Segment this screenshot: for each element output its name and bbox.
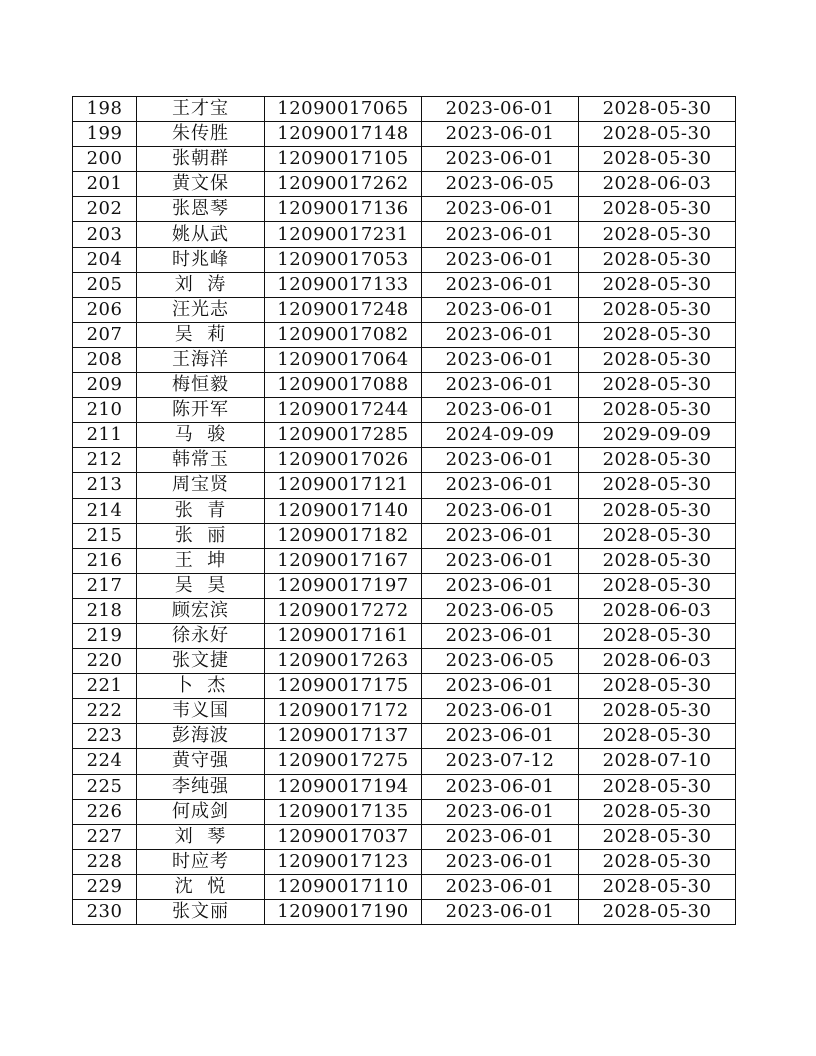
start-date-cell: 2023-06-01: [422, 373, 579, 398]
name-cell: 马 骏: [137, 423, 265, 448]
name-cell: 顾宏滨: [137, 598, 265, 623]
start-date-cell: 2023-06-01: [422, 297, 579, 322]
certificate-number-cell: 12090017275: [265, 749, 422, 774]
table-row: [73, 623, 736, 648]
table-row: [73, 774, 736, 799]
table-row: [73, 598, 736, 623]
table-row: [73, 523, 736, 548]
table-row: [73, 649, 736, 674]
start-date-cell: 2023-06-01: [422, 724, 579, 749]
table-row: [73, 749, 736, 774]
start-date-cell: 2023-06-01: [422, 573, 579, 598]
table-row: [73, 849, 736, 874]
table-row: [73, 874, 736, 899]
end-date-cell: 2028-05-30: [579, 473, 736, 498]
row-number-cell: 206: [73, 297, 137, 322]
end-date-cell: 2028-05-30: [579, 849, 736, 874]
table-row: [73, 247, 736, 272]
row-number-cell: 211: [73, 423, 137, 448]
certificate-number-cell: 12090017136: [265, 197, 422, 222]
name-cell: 张朝群: [137, 147, 265, 172]
certificate-number-cell: 12090017182: [265, 523, 422, 548]
name-cell: 朱传胜: [137, 122, 265, 147]
start-date-cell: 2023-06-01: [422, 774, 579, 799]
start-date-cell: 2023-06-01: [422, 222, 579, 247]
start-date-cell: 2023-06-01: [422, 473, 579, 498]
row-number-cell: 208: [73, 347, 137, 372]
certificate-number-cell: 12090017123: [265, 849, 422, 874]
end-date-cell: 2028-05-30: [579, 874, 736, 899]
table-row: [73, 674, 736, 699]
name-cell: 周宝贤: [137, 473, 265, 498]
row-number-cell: 220: [73, 649, 137, 674]
end-date-cell: 2028-05-30: [579, 448, 736, 473]
certificate-number-cell: 12090017262: [265, 172, 422, 197]
name-cell: 彭海波: [137, 724, 265, 749]
end-date-cell: 2028-06-03: [579, 598, 736, 623]
name-cell: 黄守强: [137, 749, 265, 774]
certificate-number-cell: 12090017088: [265, 373, 422, 398]
name-cell: 刘 琴: [137, 824, 265, 849]
table-row: [73, 373, 736, 398]
row-number-cell: 228: [73, 849, 137, 874]
certificate-number-cell: 12090017135: [265, 799, 422, 824]
row-number-cell: 225: [73, 774, 137, 799]
certificate-number-cell: 12090017263: [265, 649, 422, 674]
name-cell: 韦义国: [137, 699, 265, 724]
row-number-cell: 221: [73, 674, 137, 699]
start-date-cell: 2023-06-01: [422, 900, 579, 925]
end-date-cell: 2028-05-30: [579, 498, 736, 523]
end-date-cell: 2028-06-03: [579, 172, 736, 197]
start-date-cell: 2023-06-01: [422, 322, 579, 347]
certificate-number-cell: 12090017248: [265, 297, 422, 322]
start-date-cell: 2023-06-01: [422, 448, 579, 473]
end-date-cell: 2028-05-30: [579, 247, 736, 272]
row-number-cell: 209: [73, 373, 137, 398]
certificate-number-cell: 12090017110: [265, 874, 422, 899]
certificate-number-cell: 12090017105: [265, 147, 422, 172]
certificate-number-cell: 12090017175: [265, 674, 422, 699]
end-date-cell: 2028-05-30: [579, 623, 736, 648]
roster-table-body: [73, 97, 736, 925]
end-date-cell: 2028-05-30: [579, 699, 736, 724]
table-row: [73, 423, 736, 448]
row-number-cell: 213: [73, 473, 137, 498]
certificate-number-cell: 12090017197: [265, 573, 422, 598]
end-date-cell: 2028-05-30: [579, 272, 736, 297]
roster-table: [72, 96, 736, 925]
table-row: [73, 824, 736, 849]
certificate-number-cell: 12090017082: [265, 322, 422, 347]
start-date-cell: 2023-06-05: [422, 598, 579, 623]
end-date-cell: 2028-05-30: [579, 774, 736, 799]
table-row: [73, 197, 736, 222]
start-date-cell: 2023-06-01: [422, 849, 579, 874]
start-date-cell: 2023-06-01: [422, 699, 579, 724]
row-number-cell: 210: [73, 398, 137, 423]
row-number-cell: 203: [73, 222, 137, 247]
start-date-cell: 2023-06-01: [422, 147, 579, 172]
start-date-cell: 2023-06-01: [422, 347, 579, 372]
row-number-cell: 198: [73, 97, 137, 122]
certificate-number-cell: 12090017148: [265, 122, 422, 147]
end-date-cell: 2028-05-30: [579, 724, 736, 749]
end-date-cell: 2028-05-30: [579, 297, 736, 322]
end-date-cell: 2028-05-30: [579, 398, 736, 423]
end-date-cell: 2028-05-30: [579, 347, 736, 372]
name-cell: 王海洋: [137, 347, 265, 372]
name-cell: 陈开军: [137, 398, 265, 423]
table-row: [73, 573, 736, 598]
row-number-cell: 216: [73, 548, 137, 573]
certificate-number-cell: 12090017285: [265, 423, 422, 448]
start-date-cell: 2023-06-01: [422, 247, 579, 272]
row-number-cell: 224: [73, 749, 137, 774]
start-date-cell: 2023-06-01: [422, 498, 579, 523]
row-number-cell: 207: [73, 322, 137, 347]
certificate-number-cell: 12090017172: [265, 699, 422, 724]
start-date-cell: 2023-06-01: [422, 799, 579, 824]
end-date-cell: 2028-05-30: [579, 548, 736, 573]
start-date-cell: 2023-06-01: [422, 272, 579, 297]
start-date-cell: 2023-06-01: [422, 97, 579, 122]
end-date-cell: 2028-05-30: [579, 573, 736, 598]
table-row: [73, 222, 736, 247]
end-date-cell: 2028-05-30: [579, 900, 736, 925]
name-cell: 张恩琴: [137, 197, 265, 222]
end-date-cell: 2028-05-30: [579, 824, 736, 849]
table-row: [73, 347, 736, 372]
row-number-cell: 217: [73, 573, 137, 598]
table-row: [73, 548, 736, 573]
start-date-cell: 2023-06-01: [422, 674, 579, 699]
row-number-cell: 205: [73, 272, 137, 297]
end-date-cell: 2028-05-30: [579, 373, 736, 398]
row-number-cell: 199: [73, 122, 137, 147]
certificate-number-cell: 12090017194: [265, 774, 422, 799]
end-date-cell: 2028-05-30: [579, 197, 736, 222]
name-cell: 张文丽: [137, 900, 265, 925]
name-cell: 张 青: [137, 498, 265, 523]
name-cell: 王才宝: [137, 97, 265, 122]
start-date-cell: 2023-06-01: [422, 122, 579, 147]
name-cell: 吴 莉: [137, 322, 265, 347]
end-date-cell: 2028-05-30: [579, 147, 736, 172]
row-number-cell: 227: [73, 824, 137, 849]
start-date-cell: 2023-06-01: [422, 398, 579, 423]
row-number-cell: 202: [73, 197, 137, 222]
name-cell: 张文捷: [137, 649, 265, 674]
name-cell: 吴 昊: [137, 573, 265, 598]
row-number-cell: 214: [73, 498, 137, 523]
row-number-cell: 212: [73, 448, 137, 473]
certificate-number-cell: 12090017140: [265, 498, 422, 523]
name-cell: 梅恒毅: [137, 373, 265, 398]
start-date-cell: 2023-06-01: [422, 197, 579, 222]
certificate-number-cell: 12090017121: [265, 473, 422, 498]
table-row: [73, 724, 736, 749]
name-cell: 时应考: [137, 849, 265, 874]
certificate-number-cell: 12090017161: [265, 623, 422, 648]
end-date-cell: 2028-06-03: [579, 649, 736, 674]
start-date-cell: 2023-06-05: [422, 649, 579, 674]
table-row: [73, 322, 736, 347]
certificate-number-cell: 12090017026: [265, 448, 422, 473]
name-cell: 沈 悦: [137, 874, 265, 899]
certificate-number-cell: 12090017190: [265, 900, 422, 925]
name-cell: 何成剑: [137, 799, 265, 824]
certificate-number-cell: 12090017244: [265, 398, 422, 423]
table-row: [73, 900, 736, 925]
start-date-cell: 2023-06-01: [422, 523, 579, 548]
row-number-cell: 222: [73, 699, 137, 724]
row-number-cell: 219: [73, 623, 137, 648]
certificate-number-cell: 12090017037: [265, 824, 422, 849]
name-cell: 刘 涛: [137, 272, 265, 297]
table-row: [73, 473, 736, 498]
name-cell: 时兆峰: [137, 247, 265, 272]
start-date-cell: 2023-06-01: [422, 824, 579, 849]
table-row: [73, 699, 736, 724]
start-date-cell: 2023-06-05: [422, 172, 579, 197]
name-cell: 徐永好: [137, 623, 265, 648]
table-row: [73, 799, 736, 824]
certificate-number-cell: 12090017231: [265, 222, 422, 247]
table-row: [73, 147, 736, 172]
end-date-cell: 2028-05-30: [579, 523, 736, 548]
name-cell: 韩常玉: [137, 448, 265, 473]
certificate-number-cell: 12090017137: [265, 724, 422, 749]
row-number-cell: 204: [73, 247, 137, 272]
row-number-cell: 200: [73, 147, 137, 172]
name-cell: 王 坤: [137, 548, 265, 573]
table-row: [73, 297, 736, 322]
end-date-cell: 2028-05-30: [579, 799, 736, 824]
start-date-cell: 2023-07-12: [422, 749, 579, 774]
certificate-number-cell: 12090017272: [265, 598, 422, 623]
name-cell: 姚从武: [137, 222, 265, 247]
row-number-cell: 218: [73, 598, 137, 623]
row-number-cell: 230: [73, 900, 137, 925]
row-number-cell: 215: [73, 523, 137, 548]
name-cell: 汪光志: [137, 297, 265, 322]
certificate-number-cell: 12090017064: [265, 347, 422, 372]
row-number-cell: 201: [73, 172, 137, 197]
name-cell: 黄文保: [137, 172, 265, 197]
end-date-cell: 2028-05-30: [579, 122, 736, 147]
name-cell: 卜 杰: [137, 674, 265, 699]
start-date-cell: 2023-06-01: [422, 548, 579, 573]
table-row: [73, 398, 736, 423]
name-cell: 张 丽: [137, 523, 265, 548]
start-date-cell: 2023-06-01: [422, 874, 579, 899]
row-number-cell: 223: [73, 724, 137, 749]
start-date-cell: 2023-06-01: [422, 623, 579, 648]
start-date-cell: 2024-09-09: [422, 423, 579, 448]
table-row: [73, 97, 736, 122]
table-row: [73, 498, 736, 523]
certificate-number-cell: 12090017133: [265, 272, 422, 297]
certificate-number-cell: 12090017053: [265, 247, 422, 272]
end-date-cell: 2028-05-30: [579, 322, 736, 347]
certificate-number-cell: 12090017167: [265, 548, 422, 573]
end-date-cell: 2028-05-30: [579, 222, 736, 247]
table-row: [73, 272, 736, 297]
table-row: [73, 122, 736, 147]
end-date-cell: 2028-05-30: [579, 674, 736, 699]
row-number-cell: 229: [73, 874, 137, 899]
end-date-cell: 2028-07-10: [579, 749, 736, 774]
end-date-cell: 2029-09-09: [579, 423, 736, 448]
name-cell: 李纯强: [137, 774, 265, 799]
table-row: [73, 448, 736, 473]
table-row: [73, 172, 736, 197]
certificate-number-cell: 12090017065: [265, 97, 422, 122]
end-date-cell: 2028-05-30: [579, 97, 736, 122]
row-number-cell: 226: [73, 799, 137, 824]
